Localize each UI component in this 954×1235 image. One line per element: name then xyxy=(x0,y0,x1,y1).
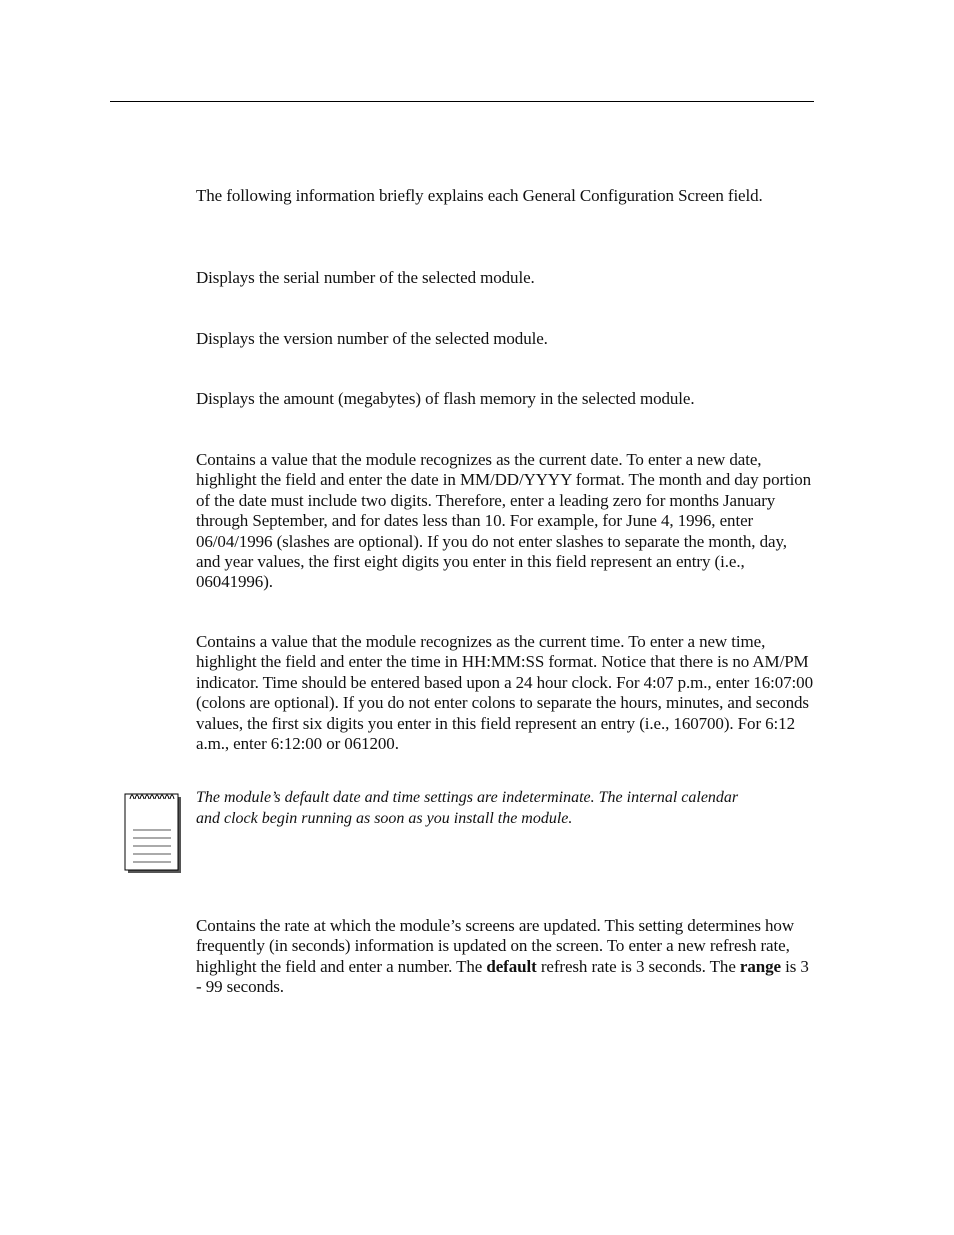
refresh-text-1: Contains the rate at which the module’s screens are updated. This setting determines how frequently (in seconds) information is updated on the screen. To enter a new refresh rate, highlight the field and enter a number. The xyxy=(196,916,795,976)
refresh-range-term: range xyxy=(739,956,781,976)
header-rule xyxy=(110,101,814,102)
version-description: Displays the version number of the selected module. xyxy=(196,329,548,348)
refresh-text-3: is 3 - 99 seconds. xyxy=(196,956,809,997)
note-text: The module’s default date and time settings are indeterminate. The internal calendar and clock begin running as soon as you install the module. xyxy=(196,789,739,827)
refresh-description xyxy=(196,916,814,998)
notepad-icon xyxy=(124,790,184,876)
intro-paragraph: The following information briefly explains each General Configuration Screen field. xyxy=(196,186,763,205)
time-description: Contains a value that the module recognizes as the current time. To enter a new time, highlight the field and enter the time in HH:MM:SS format. Notice that there is no AM/PM indicator. Time should be entered based upon a 24 hour clock. For 4:07 p.m., enter 16:07:00 (colons are optional). If you do not enter colons to separate the hours, minutes, and seconds values, the first six digits you enter in this field represent an entry (i.e., 160700). For 6:12 a.m., enter 6:12:00 or 061200. xyxy=(196,632,813,754)
serial-number-description: Displays the serial number of the selected module. xyxy=(196,268,535,287)
refresh-text-2: refresh rate is 3 seconds. The xyxy=(536,956,740,976)
flash-memory-description: Displays the amount (megabytes) of flash memory in the selected module. xyxy=(196,389,695,408)
date-description: Contains a value that the module recognizes as the current date. To enter a new date, highlight the field and enter the date in MM/DD/YYYY format. The month and day portion of the date must include two digits. Therefore, enter a leading zero for months January through September, and for dates less than 10. For example, for June 4, 1996, enter 06/04/1996 (slashes are optional). If you do not enter slashes to separate the month, day, and year values, the first eight digits you enter in this field represent an entry (i.e., 06041996). xyxy=(196,450,812,592)
refresh-default-term: default xyxy=(486,956,537,976)
